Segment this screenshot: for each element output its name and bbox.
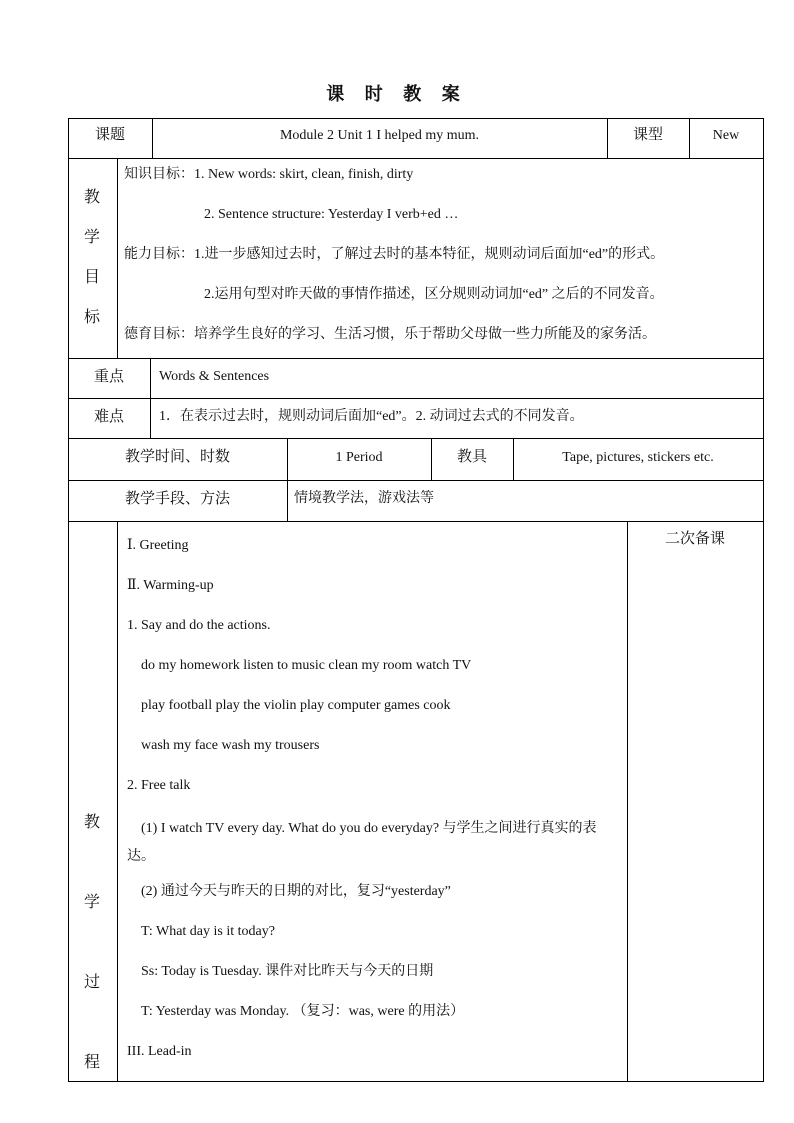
topic-label: 课题 bbox=[94, 127, 125, 143]
difficulties-value: 1．在表示过去时，规则动词后面加“ed”。2. 动词过去式的不同发音。 bbox=[159, 409, 584, 424]
secondary-prep-label: 二次备课 bbox=[664, 531, 725, 547]
objectives-label-char: 学 bbox=[83, 229, 100, 246]
col-divider bbox=[117, 158, 118, 358]
ability-objective-2: 2.运用句型对昨天做的事情作描述，区分规则动词加“ed” 之后的不同发音。 bbox=[204, 287, 664, 302]
type-label: 课型 bbox=[632, 127, 663, 143]
process-line: 2. Free talk bbox=[127, 778, 191, 793]
process-label-char: 过 bbox=[83, 974, 100, 991]
process-label-char: 学 bbox=[83, 894, 100, 911]
aids-label: 教具 bbox=[456, 449, 487, 465]
time-value: 1 Period bbox=[335, 450, 383, 465]
table-border-top bbox=[68, 118, 764, 119]
page-title: 课 时 教 案 bbox=[326, 84, 468, 104]
process-label-char: 程 bbox=[83, 1054, 100, 1071]
process-line: do my homework listen to music clean my room watch TV bbox=[141, 658, 472, 673]
process-line: (1) I watch TV every day. What do you do everyday? 与学生之间进行真实的表达。 bbox=[127, 821, 597, 864]
methods-label: 教学手段、方法 bbox=[124, 491, 230, 507]
col-divider bbox=[627, 521, 628, 1081]
objectives-label-char: 目 bbox=[83, 269, 100, 286]
moral-objective: 德育目标：培养学生良好的学习、生活习惯，乐于帮助父母做一些力所能及的家务活。 bbox=[124, 327, 656, 342]
row-divider bbox=[68, 480, 764, 481]
row-divider bbox=[68, 438, 764, 439]
process-line: III. Lead-in bbox=[127, 1044, 192, 1059]
table-border-left bbox=[68, 118, 69, 1082]
methods-value: 情境教学法，游戏法等 bbox=[294, 491, 434, 506]
ability-objective-1: 能力目标：1.进一步感知过去时，了解过去时的基本特征，规则动词后面加“ed”的形式。 bbox=[124, 247, 665, 262]
aids-value: Tape, pictures, stickers etc. bbox=[562, 450, 714, 465]
topic-value: Module 2 Unit 1 I helped my mum. bbox=[279, 128, 480, 143]
objectives-label-char: 标 bbox=[83, 309, 100, 326]
process-line: Ss: Today is Tuesday. 课件对比昨天与今天的日期 bbox=[141, 964, 434, 979]
process-line: Ⅰ. Greeting bbox=[127, 538, 189, 553]
process-line: wash my face wash my trousers bbox=[141, 738, 320, 753]
row-divider bbox=[68, 358, 764, 359]
difficulties-label: 难点 bbox=[93, 409, 124, 425]
process-line: T: What day is it today? bbox=[141, 924, 275, 939]
process-line: (2) 通过今天与昨天的日期的对比，复习“yesterday” bbox=[141, 884, 451, 899]
objectives-label-char: 教 bbox=[83, 189, 100, 206]
key-points-label: 重点 bbox=[93, 369, 124, 385]
process-line: 1. Say and do the actions. bbox=[127, 618, 271, 633]
row-divider bbox=[68, 521, 764, 522]
table-border-right bbox=[763, 118, 764, 1082]
key-points-value: Words & Sentences bbox=[159, 369, 270, 384]
process-line: Ⅱ. Warming-up bbox=[127, 578, 214, 593]
row-divider bbox=[68, 158, 764, 159]
knowledge-objective-2: 2. Sentence structure: Yesterday I verb+ed … bbox=[204, 207, 459, 222]
table-border-bottom bbox=[68, 1081, 764, 1082]
col-divider bbox=[150, 358, 151, 438]
process-label-char: 教 bbox=[83, 814, 100, 831]
knowledge-objective-1: 知识目标：1. New words: skirt, clean, finish, dirty bbox=[124, 167, 414, 182]
process-line: play football play the violin play computer games cook bbox=[141, 698, 451, 713]
row-divider bbox=[68, 398, 764, 399]
time-label: 教学时间、时数 bbox=[124, 449, 230, 465]
type-value: New bbox=[712, 128, 740, 143]
process-line: T: Yesterday was Monday. （复习：was, were 的用法） bbox=[141, 1004, 465, 1019]
col-divider bbox=[117, 521, 118, 1081]
